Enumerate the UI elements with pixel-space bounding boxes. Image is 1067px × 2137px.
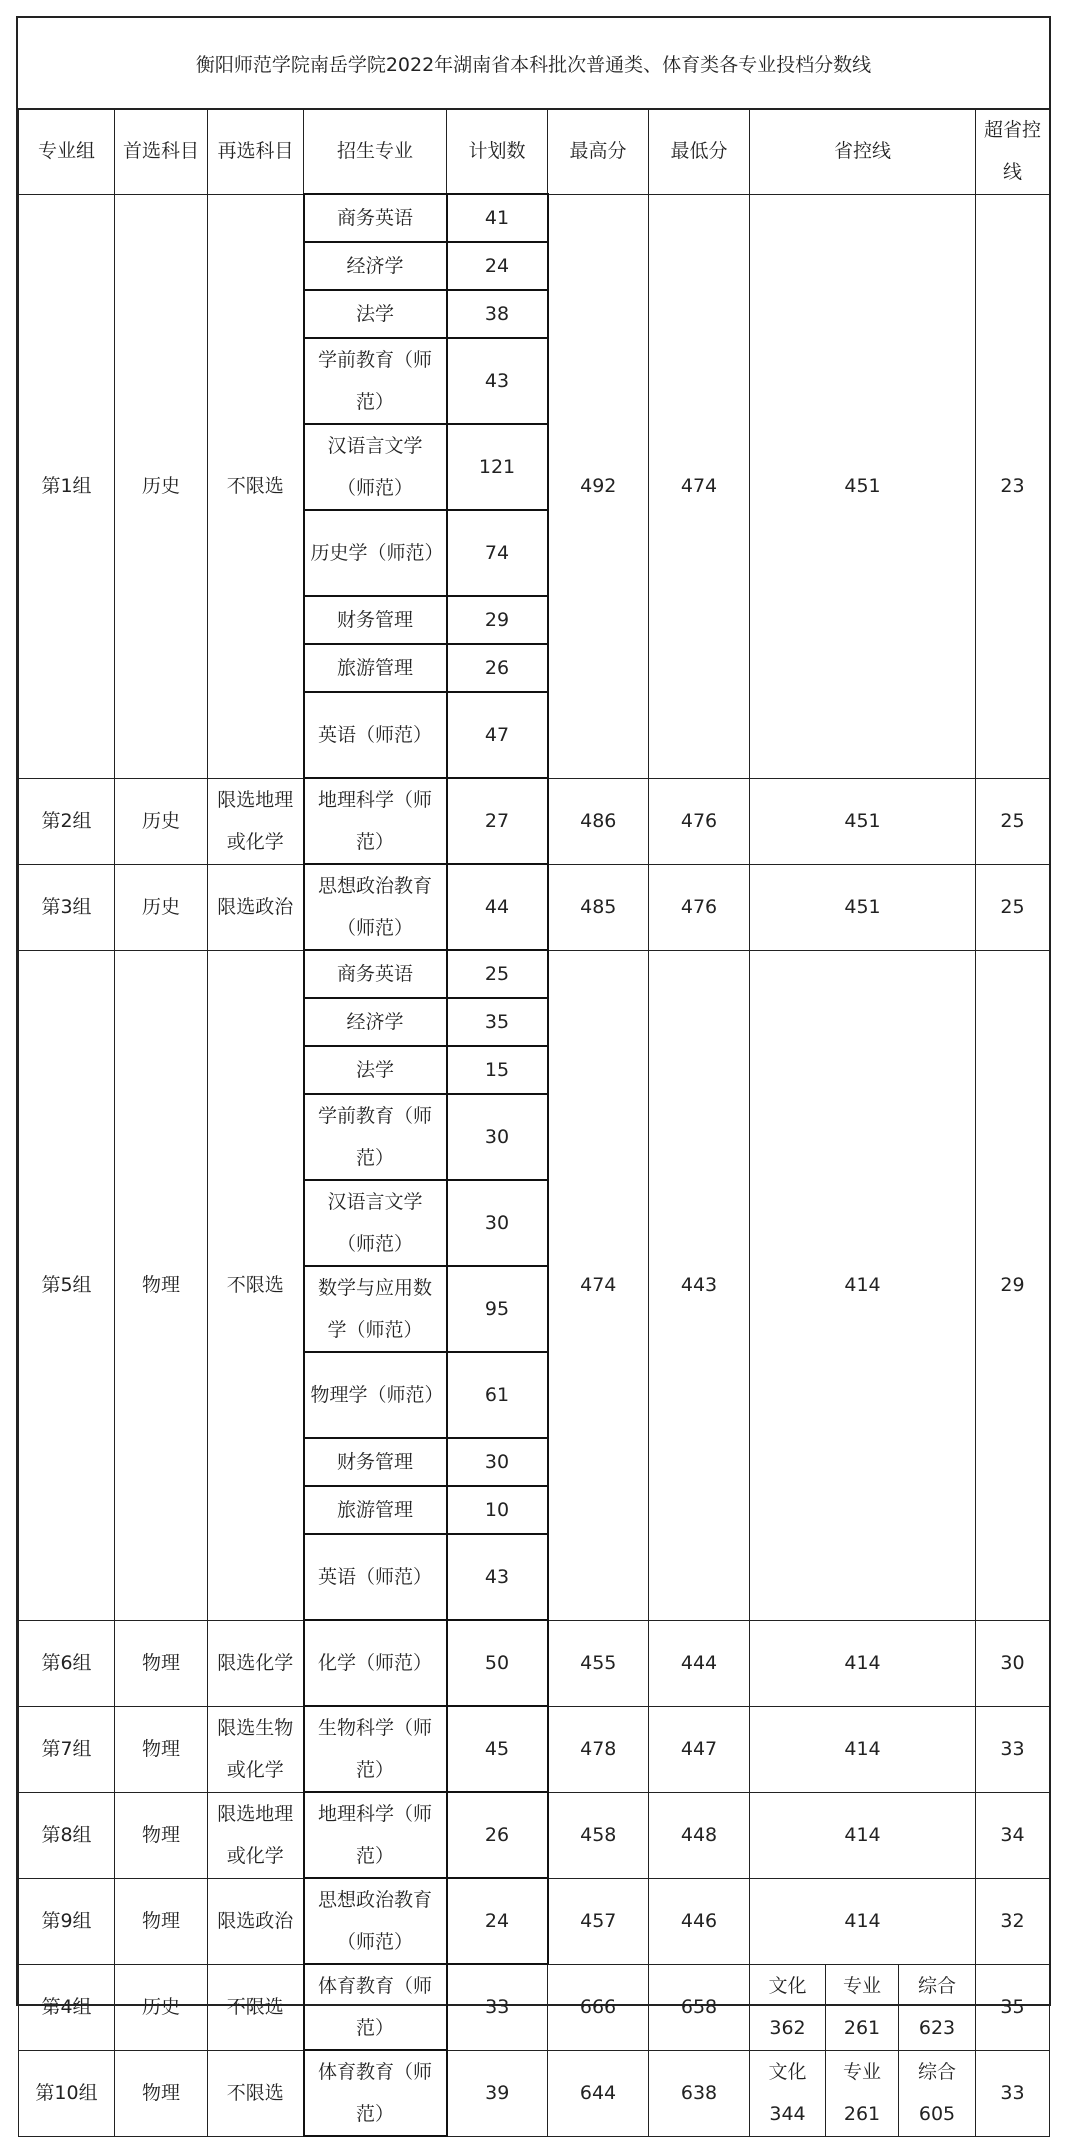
min-score-cell: 447 xyxy=(649,1706,750,1792)
group-cell xyxy=(19,1878,115,1964)
plan-cell: 41 xyxy=(447,194,548,242)
min-score-cell: 446 xyxy=(649,1878,750,1964)
group-cell: 第10组 xyxy=(19,2050,115,2136)
major-cell xyxy=(304,1486,447,1534)
major-cell xyxy=(304,692,447,778)
first-subject-cell xyxy=(115,778,208,864)
above-control-cell: 29 xyxy=(976,950,1050,1620)
group-cell: 第4组 xyxy=(19,1964,115,2050)
table-row xyxy=(19,1620,1050,1706)
group-cell xyxy=(19,1620,115,1706)
control-line-cell: 414 xyxy=(750,1792,976,1878)
control-line-cell: 451 xyxy=(750,778,976,864)
second-subject-cell-text: 限选化学 xyxy=(217,1652,294,1674)
group-cell-text: 第3组 xyxy=(41,896,92,918)
plan-cell: 25 xyxy=(447,950,548,998)
min-score-cell: 658 xyxy=(649,1964,750,2050)
score-table xyxy=(18,108,1050,2137)
first-subject-cell xyxy=(115,864,208,950)
plan-cell: 43 xyxy=(447,338,548,424)
pro-score-cell-label: 专业 xyxy=(842,2061,881,2083)
major-cell xyxy=(304,1180,447,1266)
above-control-cell: 25 xyxy=(976,778,1050,864)
control-line-cell: 414 xyxy=(750,1620,976,1706)
culture-score-cell-label: 文化 xyxy=(768,2061,807,2083)
plan-cell: 33 xyxy=(447,1964,548,2050)
first-subject-cell-text: 物理 xyxy=(141,1652,180,1674)
max-score-cell: 486 xyxy=(548,778,649,864)
total-score-cell-label: 综合 xyxy=(918,1975,957,1997)
pro-score-cell-value: 261 xyxy=(843,2103,881,2125)
major-cell xyxy=(304,998,447,1046)
major-name: 体育教育（师范） xyxy=(317,1975,432,2039)
control-line-cell: 414 xyxy=(750,950,976,1620)
major-cell xyxy=(304,1706,447,1792)
major-name: 旅游管理 xyxy=(336,657,413,679)
major-cell xyxy=(304,778,447,864)
above-control-cell: 34 xyxy=(976,1792,1050,1878)
major-name: 历史学（师范） xyxy=(310,542,444,564)
major-name: 经济学 xyxy=(346,1011,404,1033)
header-first-subject: 首选科目 xyxy=(115,109,208,195)
above-control-cell: 25 xyxy=(976,864,1050,950)
major-cell xyxy=(304,424,447,510)
culture-score-cell-value: 344 xyxy=(769,2103,806,2125)
table-row xyxy=(19,950,1050,998)
max-score-cell: 455 xyxy=(548,1620,649,1706)
major-cell xyxy=(304,194,447,242)
plan-cell: 27 xyxy=(447,778,548,864)
above-control-cell: 33 xyxy=(976,1706,1050,1792)
major-cell xyxy=(304,1620,447,1706)
second-subject-cell xyxy=(208,1792,304,1878)
second-subject-cell xyxy=(208,1878,304,1964)
major-name: 体育教育（师范） xyxy=(317,2061,432,2125)
header-control: 省控线 xyxy=(750,109,976,195)
score-table-frame xyxy=(16,16,1051,2125)
group-cell-text: 第7组 xyxy=(41,1738,92,1760)
first-subject-cell xyxy=(115,1620,208,1706)
group-cell xyxy=(19,1706,115,1792)
first-subject-cell xyxy=(115,1792,208,1878)
above-control-cell: 23 xyxy=(976,194,1050,778)
major-name: 化学（师范） xyxy=(317,1652,432,1674)
total-score-cell-label: 综合 xyxy=(918,2061,957,2083)
header-min: 最低分 xyxy=(649,109,750,195)
culture-score-cell-label: 文化 xyxy=(768,1975,807,1997)
plan-cell: 50 xyxy=(447,1620,548,1706)
control-line-cell: 414 xyxy=(750,1706,976,1792)
table-row xyxy=(19,778,1050,864)
second-subject-cell-text: 限选地理或化学 xyxy=(217,789,294,853)
plan-cell: 35 xyxy=(447,998,548,1046)
pro-score-cell-value: 261 xyxy=(843,2017,881,2039)
first-subject-cell: 物理 xyxy=(115,2050,208,2136)
major-cell xyxy=(304,1438,447,1486)
table-row xyxy=(19,1878,1050,1964)
min-score-cell: 476 xyxy=(649,864,750,950)
second-subject-cell xyxy=(208,864,304,950)
second-subject-cell xyxy=(208,1706,304,1792)
pro-score-cell-label: 专业 xyxy=(842,1975,881,1997)
min-score-cell: 476 xyxy=(649,778,750,864)
major-cell xyxy=(304,1792,447,1878)
major-cell xyxy=(304,1046,447,1094)
major-name: 旅游管理 xyxy=(336,1499,413,1521)
above-control-cell: 35 xyxy=(976,1964,1050,2050)
plan-cell: 26 xyxy=(447,644,548,692)
major-cell xyxy=(304,1878,447,1964)
header-major: 招生专业 xyxy=(304,109,447,195)
first-subject-cell: 历史 xyxy=(115,1964,208,2050)
control-line-cell: 451 xyxy=(750,194,976,778)
plan-cell: 30 xyxy=(447,1094,548,1180)
table-title: 衡阳师范学院南岳学院2022年湖南省本科批次普通类、体育类各专业投档分数线 xyxy=(18,18,1049,110)
group-cell xyxy=(19,778,115,864)
group-cell xyxy=(19,864,115,950)
group-cell xyxy=(19,1792,115,1878)
plan-cell: 38 xyxy=(447,290,548,338)
max-score-cell: 457 xyxy=(548,1878,649,1964)
group-cell xyxy=(19,194,115,778)
second-subject-cell xyxy=(208,1620,304,1706)
major-name: 地理科学（师范） xyxy=(317,789,432,853)
major-cell xyxy=(304,644,447,692)
total-score-cell xyxy=(899,2050,976,2136)
second-subject-cell-text: 不限选 xyxy=(226,475,284,497)
above-control-cell: 32 xyxy=(976,1878,1050,1964)
major-name: 思想政治教育（师范） xyxy=(317,875,432,939)
header-row xyxy=(19,109,1050,195)
first-subject-cell xyxy=(115,1878,208,1964)
table-row xyxy=(19,1706,1050,1792)
plan-cell: 45 xyxy=(447,1706,548,1792)
major-name: 商务英语 xyxy=(336,963,413,985)
major-cell xyxy=(304,950,447,998)
max-score-cell: 485 xyxy=(548,864,649,950)
major-name: 财务管理 xyxy=(336,1451,413,1473)
major-name: 英语（师范） xyxy=(317,1566,432,1588)
plan-cell: 30 xyxy=(447,1438,548,1486)
major-cell xyxy=(304,1352,447,1438)
total-score-cell xyxy=(899,1964,976,2050)
min-score-cell: 444 xyxy=(649,1620,750,1706)
table-row xyxy=(19,194,1050,242)
second-subject-cell-text: 限选生物或化学 xyxy=(217,1717,294,1781)
header-above: 超省控线 xyxy=(976,109,1050,195)
major-name: 财务管理 xyxy=(336,609,413,631)
header-max: 最高分 xyxy=(548,109,649,195)
min-score-cell: 448 xyxy=(649,1792,750,1878)
above-control-cell: 33 xyxy=(976,2050,1050,2136)
above-control-cell: 30 xyxy=(976,1620,1050,1706)
major-name: 生物科学（师范） xyxy=(317,1717,432,1781)
table-body xyxy=(19,194,1050,2136)
first-subject-cell xyxy=(115,950,208,1620)
group-cell-text: 第2组 xyxy=(41,810,92,832)
max-score-cell: 666 xyxy=(548,1964,649,2050)
plan-cell: 24 xyxy=(447,242,548,290)
first-subject-cell-text: 物理 xyxy=(141,1274,180,1296)
plan-cell: 121 xyxy=(447,424,548,510)
group-cell-text: 第1组 xyxy=(41,475,92,497)
major-cell xyxy=(304,242,447,290)
plan-cell: 39 xyxy=(447,2050,548,2136)
group-cell-text: 第5组 xyxy=(41,1274,92,1296)
max-score-cell: 492 xyxy=(548,194,649,778)
plan-cell: 95 xyxy=(447,1266,548,1352)
max-score-cell: 478 xyxy=(548,1706,649,1792)
culture-score-cell xyxy=(750,1964,826,2050)
plan-cell: 26 xyxy=(447,1792,548,1878)
major-cell xyxy=(304,1534,447,1620)
header-group: 专业组 xyxy=(19,109,115,195)
min-score-cell: 443 xyxy=(649,950,750,1620)
major-cell xyxy=(304,1266,447,1352)
second-subject-cell: 不限选 xyxy=(208,1964,304,2050)
plan-cell: 30 xyxy=(447,1180,548,1266)
plan-cell: 43 xyxy=(447,1534,548,1620)
major-name: 思想政治教育（师范） xyxy=(317,1889,432,1953)
total-score-cell-value: 605 xyxy=(918,2103,956,2125)
second-subject-cell-text: 限选政治 xyxy=(217,896,294,918)
table-row xyxy=(19,1792,1050,1878)
total-score-cell-value: 623 xyxy=(918,2017,956,2039)
first-subject-cell-text: 物理 xyxy=(141,1738,180,1760)
group-cell xyxy=(19,950,115,1620)
max-score-cell: 644 xyxy=(548,2050,649,2136)
first-subject-cell-text: 物理 xyxy=(141,1910,180,1932)
plan-cell: 15 xyxy=(447,1046,548,1094)
first-subject-cell-text: 历史 xyxy=(141,810,180,832)
culture-score-cell-value: 362 xyxy=(769,2017,806,2039)
major-name: 地理科学（师范） xyxy=(317,1803,432,1867)
major-name: 汉语言文学（师范） xyxy=(327,435,423,499)
major-cell xyxy=(304,510,447,596)
major-name: 法学 xyxy=(355,1059,394,1081)
culture-score-cell xyxy=(750,2050,826,2136)
plan-cell: 24 xyxy=(447,1878,548,1964)
pro-score-cell xyxy=(826,2050,899,2136)
major-name: 物理学（师范） xyxy=(310,1384,444,1406)
major-name: 学前教育（师范） xyxy=(317,1105,432,1169)
plan-cell: 44 xyxy=(447,864,548,950)
plan-cell: 61 xyxy=(447,1352,548,1438)
first-subject-cell-text: 历史 xyxy=(141,475,180,497)
major-name: 商务英语 xyxy=(336,207,413,229)
second-subject-cell: 不限选 xyxy=(208,2050,304,2136)
first-subject-cell xyxy=(115,194,208,778)
second-subject-cell-text: 限选政治 xyxy=(217,1910,294,1932)
max-score-cell: 458 xyxy=(548,1792,649,1878)
plan-cell: 47 xyxy=(447,692,548,778)
pro-score-cell xyxy=(826,1964,899,2050)
first-subject-cell-text: 物理 xyxy=(141,1824,180,1846)
major-name: 学前教育（师范） xyxy=(317,349,432,413)
plan-cell: 29 xyxy=(447,596,548,644)
second-subject-cell-text: 不限选 xyxy=(226,1274,284,1296)
min-score-cell: 474 xyxy=(649,194,750,778)
table-row xyxy=(19,864,1050,950)
major-cell xyxy=(304,1964,447,2050)
group-cell-text: 第6组 xyxy=(41,1652,92,1674)
header-second-subject: 再选科目 xyxy=(208,109,304,195)
table-row xyxy=(19,2050,1050,2136)
major-name: 经济学 xyxy=(346,255,404,277)
group-cell-text: 第8组 xyxy=(41,1824,92,1846)
second-subject-cell xyxy=(208,778,304,864)
major-name: 数学与应用数学（师范） xyxy=(317,1277,432,1341)
major-cell xyxy=(304,1094,447,1180)
header-plan: 计划数 xyxy=(447,109,548,195)
major-cell xyxy=(304,290,447,338)
major-name: 汉语言文学（师范） xyxy=(327,1191,423,1255)
min-score-cell: 638 xyxy=(649,2050,750,2136)
max-score-cell: 474 xyxy=(548,950,649,1620)
control-line-cell: 451 xyxy=(750,864,976,950)
plan-cell: 74 xyxy=(447,510,548,596)
major-cell xyxy=(304,2050,447,2136)
second-subject-cell xyxy=(208,950,304,1620)
major-cell xyxy=(304,864,447,950)
major-name: 法学 xyxy=(355,303,394,325)
major-cell xyxy=(304,596,447,644)
table-row xyxy=(19,1964,1050,2050)
major-name: 英语（师范） xyxy=(317,724,432,746)
first-subject-cell xyxy=(115,1706,208,1792)
second-subject-cell-text: 限选地理或化学 xyxy=(217,1803,294,1867)
group-cell-text: 第9组 xyxy=(41,1910,92,1932)
major-cell xyxy=(304,338,447,424)
first-subject-cell-text: 历史 xyxy=(141,896,180,918)
second-subject-cell xyxy=(208,194,304,778)
plan-cell: 10 xyxy=(447,1486,548,1534)
control-line-cell: 414 xyxy=(750,1878,976,1964)
